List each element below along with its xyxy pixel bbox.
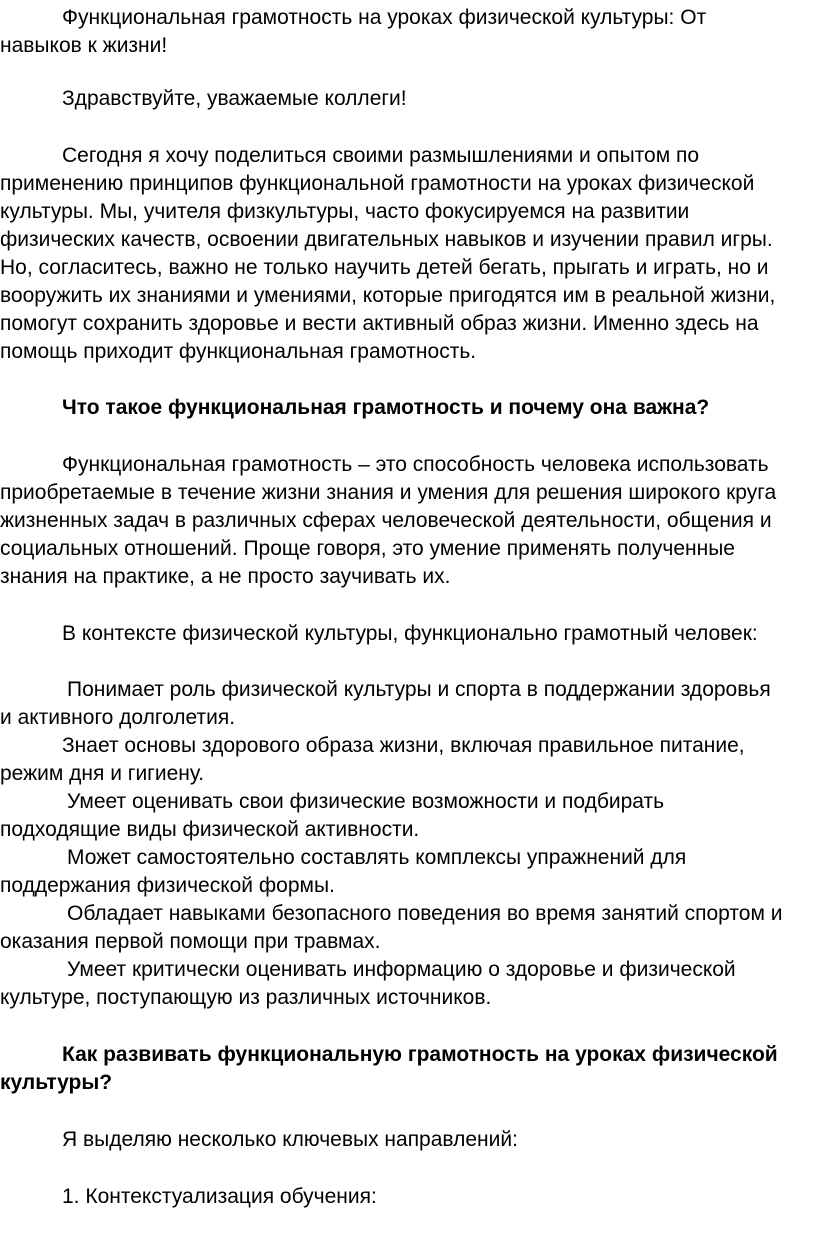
section-heading-2-line-2: культуры? <box>0 1071 113 1094</box>
definition-line-3: жизненных задач в различных сферах человеческой деятельности, общения и <box>0 509 772 532</box>
definition-line-1: Функциональная грамотность – это способность человека использовать <box>62 453 769 476</box>
definition-line-5: знания на практике, а не просто заучивать их. <box>0 565 451 588</box>
context-line: В контексте физической культуры, функционально грамотный человек: <box>62 622 758 645</box>
intro-line-4: физических качеств, освоении двигательных навыков и изучении правил игры. <box>0 228 773 251</box>
intro-line-2: применению принципов функциональной грамотности на уроках физической <box>0 172 755 195</box>
section-heading-2-line-1: Как развивать функциональную грамотность на уроках физической <box>62 1043 778 1066</box>
intro-line-3: культуры. Мы, учителя физкультуры, часто фокусируемся на развитии <box>0 200 690 223</box>
definition-line-4: социальных отношений. Проще говоря, это умение применять полученные <box>0 537 735 560</box>
numbered-item-1: 1. Контекстуализация обучения: <box>62 1185 377 1208</box>
document-title-line-2: навыков к жизни! <box>0 34 168 57</box>
intro-line-6: вооружить их знаниями и умениями, которые пригодятся им в реальной жизни, <box>0 284 776 307</box>
list-item-4-line-2: поддержания физической формы. <box>0 874 335 897</box>
list-item-5-line-2: оказания первой помощи при травмах. <box>0 930 381 953</box>
list-item-5-line-1: Обладает навыками безопасного поведения во время занятий спортом и <box>67 902 783 925</box>
intro-line-1: Сегодня я хочу поделиться своими размышлениями и опытом по <box>62 144 700 167</box>
list-item-2-line-2: режим дня и гигиену. <box>0 762 205 785</box>
document-title-line-1: Функциональная грамотность на уроках физической культуры: От <box>62 6 707 29</box>
list-item-1-line-1: Понимает роль физической культуры и спорта в поддержании здоровья <box>67 678 771 701</box>
definition-line-2: приобретаемые в течение жизни знания и умения для решения широкого круга <box>0 481 777 504</box>
list-item-4-line-1: Может самостоятельно составлять комплексы упражнений для <box>67 846 687 869</box>
list-item-6-line-1: Умеет критически оценивать информацию о здоровье и физической <box>67 958 736 981</box>
greeting: Здравствуйте, уважаемые коллеги! <box>62 87 407 110</box>
intro-line-5: Но, согласитесь, важно не только научить детей бегать, прыгать и играть, но и <box>0 256 769 279</box>
section-heading-1: Что такое функциональная грамотность и почему она важна? <box>62 396 710 419</box>
list-item-3-line-1: Умеет оценивать свои физические возможности и подбирать <box>67 790 665 813</box>
intro-line-8: помощь приходит функциональная грамотность. <box>0 340 477 363</box>
directions-line: Я выделяю несколько ключевых направлений: <box>62 1128 518 1151</box>
list-item-3-line-2: подходящие виды физической активности. <box>0 818 420 841</box>
list-item-6-line-2: культуре, поступающую из различных источников. <box>0 986 492 1009</box>
intro-line-7: помогут сохранить здоровье и вести активный образ жизни. Именно здесь на <box>0 312 759 335</box>
list-item-2-line-1: Знает основы здорового образа жизни, включая правильное питание, <box>62 734 745 757</box>
list-item-1-line-2: и активного долголетия. <box>0 706 236 729</box>
